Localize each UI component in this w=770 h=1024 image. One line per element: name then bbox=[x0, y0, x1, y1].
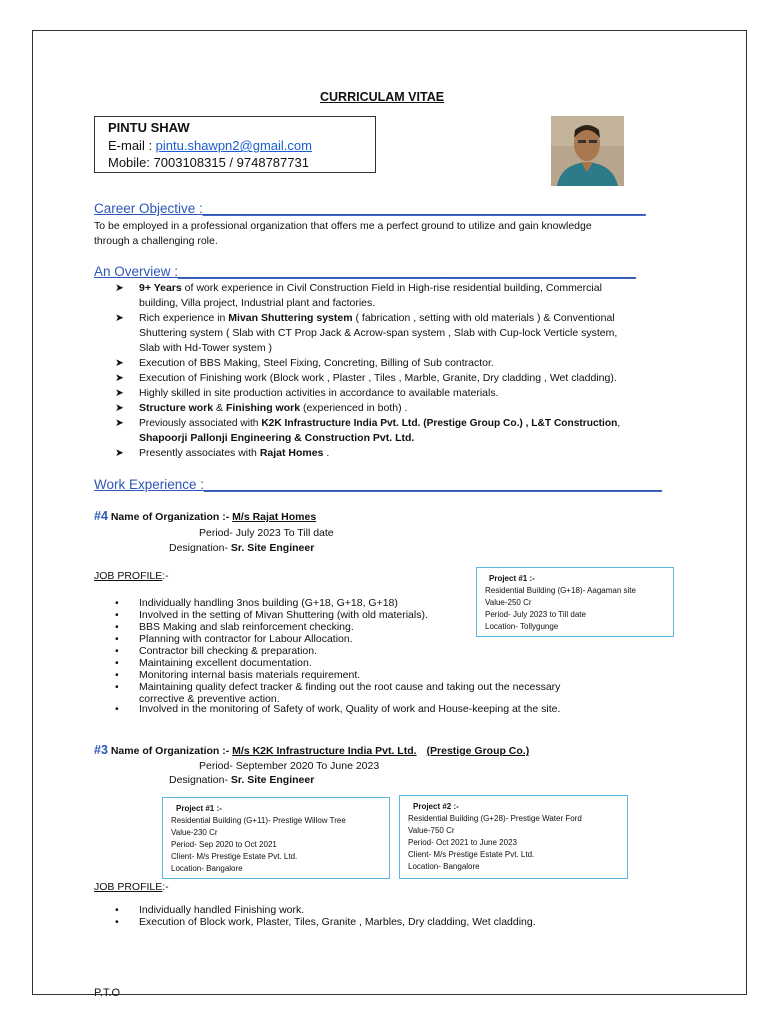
overview-item-continuation bbox=[115, 326, 685, 341]
overview-item-text: building, Villa project, Industrial plant and factories. bbox=[139, 297, 376, 309]
job4-item-text: Involved in the monitoring of Safety of work, Quality of work and House-keeping at the site. bbox=[139, 703, 561, 715]
job3-designation bbox=[169, 774, 314, 786]
job4-item bbox=[115, 703, 655, 715]
project-line: Value-250 Cr bbox=[485, 598, 532, 607]
period-value: September 2020 To June 2023 bbox=[235, 760, 380, 772]
overview-item-text: Execution of Finishing work (Block work , Plaster , Tiles , Marble, Granite, Dry cladding , Wet cladding). bbox=[139, 372, 617, 384]
arrow-bullet-icon: ➤ bbox=[115, 312, 124, 324]
period-label: Period- bbox=[199, 760, 236, 772]
project-line: Value-230 Cr bbox=[171, 828, 218, 837]
job3-project-1-box bbox=[162, 797, 390, 879]
bullet-dot-icon: • bbox=[115, 681, 119, 693]
arrow-bullet-icon: ➤ bbox=[115, 357, 124, 369]
bullet-dot-icon: • bbox=[115, 657, 119, 669]
document-title: CURRICULAM VITAE bbox=[320, 90, 445, 104]
job4-item bbox=[115, 633, 635, 645]
overview-item-continuation bbox=[115, 431, 685, 446]
email-label: E-mail : bbox=[108, 138, 156, 153]
designation-value: Sr. Site Engineer bbox=[230, 774, 315, 786]
bullet-dot-icon: • bbox=[115, 916, 119, 928]
bullet-dot-icon: • bbox=[115, 703, 119, 715]
project-line: Location- Tollygunge bbox=[485, 622, 559, 631]
job4-profile-label bbox=[94, 570, 169, 582]
period-value: July 2023 To Till date bbox=[235, 527, 334, 539]
overview-item bbox=[115, 356, 685, 371]
overview-item-post: . bbox=[323, 447, 330, 459]
job4-period bbox=[199, 527, 334, 539]
job-profile-suffix: :- bbox=[162, 570, 169, 582]
work-experience-heading bbox=[94, 477, 662, 492]
arrow-bullet-icon: ➤ bbox=[115, 372, 124, 384]
bullet-dot-icon: • bbox=[115, 633, 119, 645]
job3-project-2-box bbox=[399, 795, 628, 879]
designation-value: Sr. Site Engineer bbox=[230, 542, 315, 554]
career-heading-text: Career Objective : bbox=[94, 201, 203, 216]
job4-item-text: Maintaining excellent documentation. bbox=[139, 657, 312, 669]
profile-photo bbox=[551, 116, 624, 186]
overview-item-bold: Mivan Shuttering system bbox=[228, 312, 353, 324]
overview-item-text: Slab with Hd-Tower system ) bbox=[139, 342, 273, 354]
job3-profile-label bbox=[94, 881, 169, 893]
job4-item-text: Involved in the setting of Mivan Shuttering (with old materials). bbox=[139, 609, 428, 621]
arrow-bullet-icon: ➤ bbox=[115, 447, 124, 459]
overview-item bbox=[115, 281, 685, 296]
candidate-name: PINTU SHAW bbox=[108, 120, 190, 135]
project-line: Period- July 2023 to Till date bbox=[485, 610, 586, 619]
project-line: Residential Building (G+18)- Aagaman site bbox=[485, 586, 636, 595]
overview-item-text bbox=[139, 401, 684, 416]
job4-item-text: Contractor bill checking & preparation. bbox=[139, 645, 318, 657]
job3-org-group: (Prestige Group Co.) bbox=[426, 745, 530, 757]
overview-item-text bbox=[139, 431, 684, 446]
page-turn-note: P.T.O bbox=[94, 987, 121, 999]
overview-item bbox=[115, 416, 685, 431]
arrow-bullet-icon: ➤ bbox=[115, 282, 124, 294]
job3-org-name: M/s K2K Infrastructure India Pvt. Ltd. bbox=[232, 745, 417, 757]
overview-item bbox=[115, 371, 685, 386]
bullet-dot-icon: • bbox=[115, 645, 119, 657]
arrow-bullet-icon: ➤ bbox=[115, 417, 124, 429]
job4-org-line bbox=[94, 509, 316, 523]
overview-item-bold: Shapoorji Pallonji Engineering & Construction Pvt. Ltd. bbox=[139, 432, 415, 444]
job4-item-text: Monitoring internal basis materials requirement. bbox=[139, 669, 361, 681]
contact-box bbox=[94, 116, 376, 173]
career-text-1: To be employed in a professional organization that offers me a perfect ground to utilize and gain knowledge bbox=[94, 220, 592, 232]
job4-item bbox=[115, 669, 635, 681]
work-heading-rule: _____________________________________________________________ bbox=[204, 477, 663, 492]
job4-item-text: BBS Making and slab reinforcement checking. bbox=[139, 621, 354, 633]
career-text-2: through a challenging role. bbox=[94, 235, 218, 247]
overview-item bbox=[115, 311, 685, 326]
designation-label: Designation- bbox=[169, 542, 231, 554]
designation-label: Designation- bbox=[169, 774, 231, 786]
bullet-dot-icon: • bbox=[115, 621, 119, 633]
overview-item-bold: K2K Infrastructure India Pvt. Ltd. (Prestige Group Co.) , L&T Construction bbox=[261, 418, 618, 429]
job3-item bbox=[115, 904, 635, 916]
overview-item-bold: Structure work bbox=[139, 402, 214, 414]
overview-heading-text: An Overview : bbox=[94, 264, 179, 279]
project-heading: Project #2 :- bbox=[413, 802, 459, 811]
job4-item bbox=[115, 681, 655, 693]
overview-item-post: (experienced in both) . bbox=[300, 402, 408, 414]
bullet-dot-icon: • bbox=[115, 669, 119, 681]
overview-heading bbox=[94, 264, 636, 279]
job4-item-text: corrective & preventive action. bbox=[139, 693, 280, 705]
overview-item-text: Execution of BBS Making, Steel Fixing, Concreting, Billing of Sub contractor. bbox=[139, 357, 494, 369]
job4-number: #4 bbox=[94, 509, 108, 523]
bullet-dot-icon: • bbox=[115, 904, 119, 916]
job-profile-text: JOB PROFILE bbox=[94, 570, 163, 582]
project-heading: Project #1 :- bbox=[176, 804, 222, 813]
job4-item bbox=[115, 645, 635, 657]
overview-item-pre: Previously associated with bbox=[139, 418, 262, 429]
project-line: Residential Building (G+11)- Prestige Willow Tree bbox=[171, 816, 346, 825]
project-line: Period- Oct 2021 to June 2023 bbox=[408, 838, 517, 847]
job3-period bbox=[199, 760, 379, 772]
job4-designation bbox=[169, 542, 314, 554]
work-heading-text: Work Experience : bbox=[94, 477, 205, 492]
overview-item-bold: Rajat Homes bbox=[259, 447, 324, 459]
overview-item-text bbox=[139, 446, 684, 461]
career-heading-rule: ___________________________________________________________ bbox=[202, 201, 646, 216]
job3-item-text: Execution of Block work, Plaster, Tiles, Granite , Marbles, Dry cladding, Wet cladding. bbox=[139, 916, 536, 928]
overview-item-continuation bbox=[115, 341, 685, 356]
overview-item bbox=[115, 386, 685, 401]
job3-org-line bbox=[94, 743, 529, 757]
arrow-bullet-icon: ➤ bbox=[115, 387, 124, 399]
project-heading: Project #1 :- bbox=[489, 574, 535, 583]
overview-item-bold: 9+ Years bbox=[139, 282, 182, 294]
project-line: Location- Bangalore bbox=[408, 862, 480, 871]
overview-item-post: & bbox=[213, 402, 226, 414]
job3-org-label: Name of Organization :- bbox=[110, 745, 233, 757]
job-profile-text: JOB PROFILE bbox=[94, 881, 163, 893]
project-line: Client- M/s Prestige Estate Pvt. Ltd. bbox=[171, 852, 298, 861]
career-objective-heading bbox=[94, 201, 646, 216]
overview-item-post: , bbox=[617, 418, 621, 429]
overview-heading-rule: _____________________________________________________________ bbox=[178, 264, 637, 279]
job4-item-text: Individually handling 3nos building (G+18, G+18, G+18) bbox=[139, 597, 398, 609]
job3-item-text: Individually handled Finishing work. bbox=[139, 904, 305, 916]
bullet-dot-icon: • bbox=[115, 609, 119, 621]
overview-item-text: Shuttering system ( Slab with CT Prop Jack & Acrow-span system , Slab with Cup-lock Verticle system, bbox=[139, 327, 618, 339]
job4-item bbox=[115, 621, 635, 633]
overview-item-text bbox=[139, 311, 684, 326]
job-profile-suffix: :- bbox=[162, 881, 169, 893]
job4-org-name: M/s Rajat Homes bbox=[232, 511, 317, 523]
job4-item bbox=[115, 657, 635, 669]
overview-item bbox=[115, 401, 685, 416]
overview-item-text bbox=[139, 281, 684, 296]
overview-item-post: of work experience in Civil Construction Field in High-rise residential building, Commercial bbox=[181, 282, 602, 294]
overview-item-bold: Finishing work bbox=[225, 402, 301, 414]
job4-item bbox=[115, 609, 635, 621]
overview-item-post: ( fabrication , setting with old materials ) & Conventional bbox=[352, 312, 615, 324]
project-line: Period- Sep 2020 to Oct 2021 bbox=[171, 840, 277, 849]
overview-item bbox=[115, 446, 685, 461]
overview-item-pre: Presently associates with bbox=[139, 447, 260, 459]
bullet-dot-icon: • bbox=[115, 597, 119, 609]
project-line: Residential Building (G+28)- Prestige Water Ford bbox=[408, 814, 582, 823]
overview-item-text bbox=[139, 416, 684, 431]
project-line: Client- M/s Prestige Estate Pvt. Ltd. bbox=[408, 850, 535, 859]
project-line: Location- Bangalore bbox=[171, 864, 243, 873]
overview-item-text: Highly skilled in site production activities in accordance to available materials. bbox=[139, 387, 499, 399]
mobile-line: Mobile: 7003108315 / 9748787731 bbox=[108, 155, 309, 170]
arrow-bullet-icon: ➤ bbox=[115, 402, 124, 414]
email-line bbox=[108, 138, 312, 153]
job4-item bbox=[115, 597, 635, 609]
period-label: Period- bbox=[199, 527, 236, 539]
job4-org-label: Name of Organization :- bbox=[110, 511, 233, 523]
job3-number: #3 bbox=[94, 743, 108, 757]
overview-item-continuation bbox=[115, 296, 685, 311]
job4-item-text: Maintaining quality defect tracker & finding out the root cause and taking out the necessary bbox=[139, 681, 561, 693]
project-line: Value-750 Cr bbox=[408, 826, 455, 835]
overview-item-pre: Rich experience in bbox=[139, 312, 229, 324]
job4-item-text: Planning with contractor for Labour Allocation. bbox=[139, 633, 353, 645]
job3-item bbox=[115, 916, 635, 928]
email-link[interactable]: pintu.shawpn2@gmail.com bbox=[155, 138, 312, 153]
